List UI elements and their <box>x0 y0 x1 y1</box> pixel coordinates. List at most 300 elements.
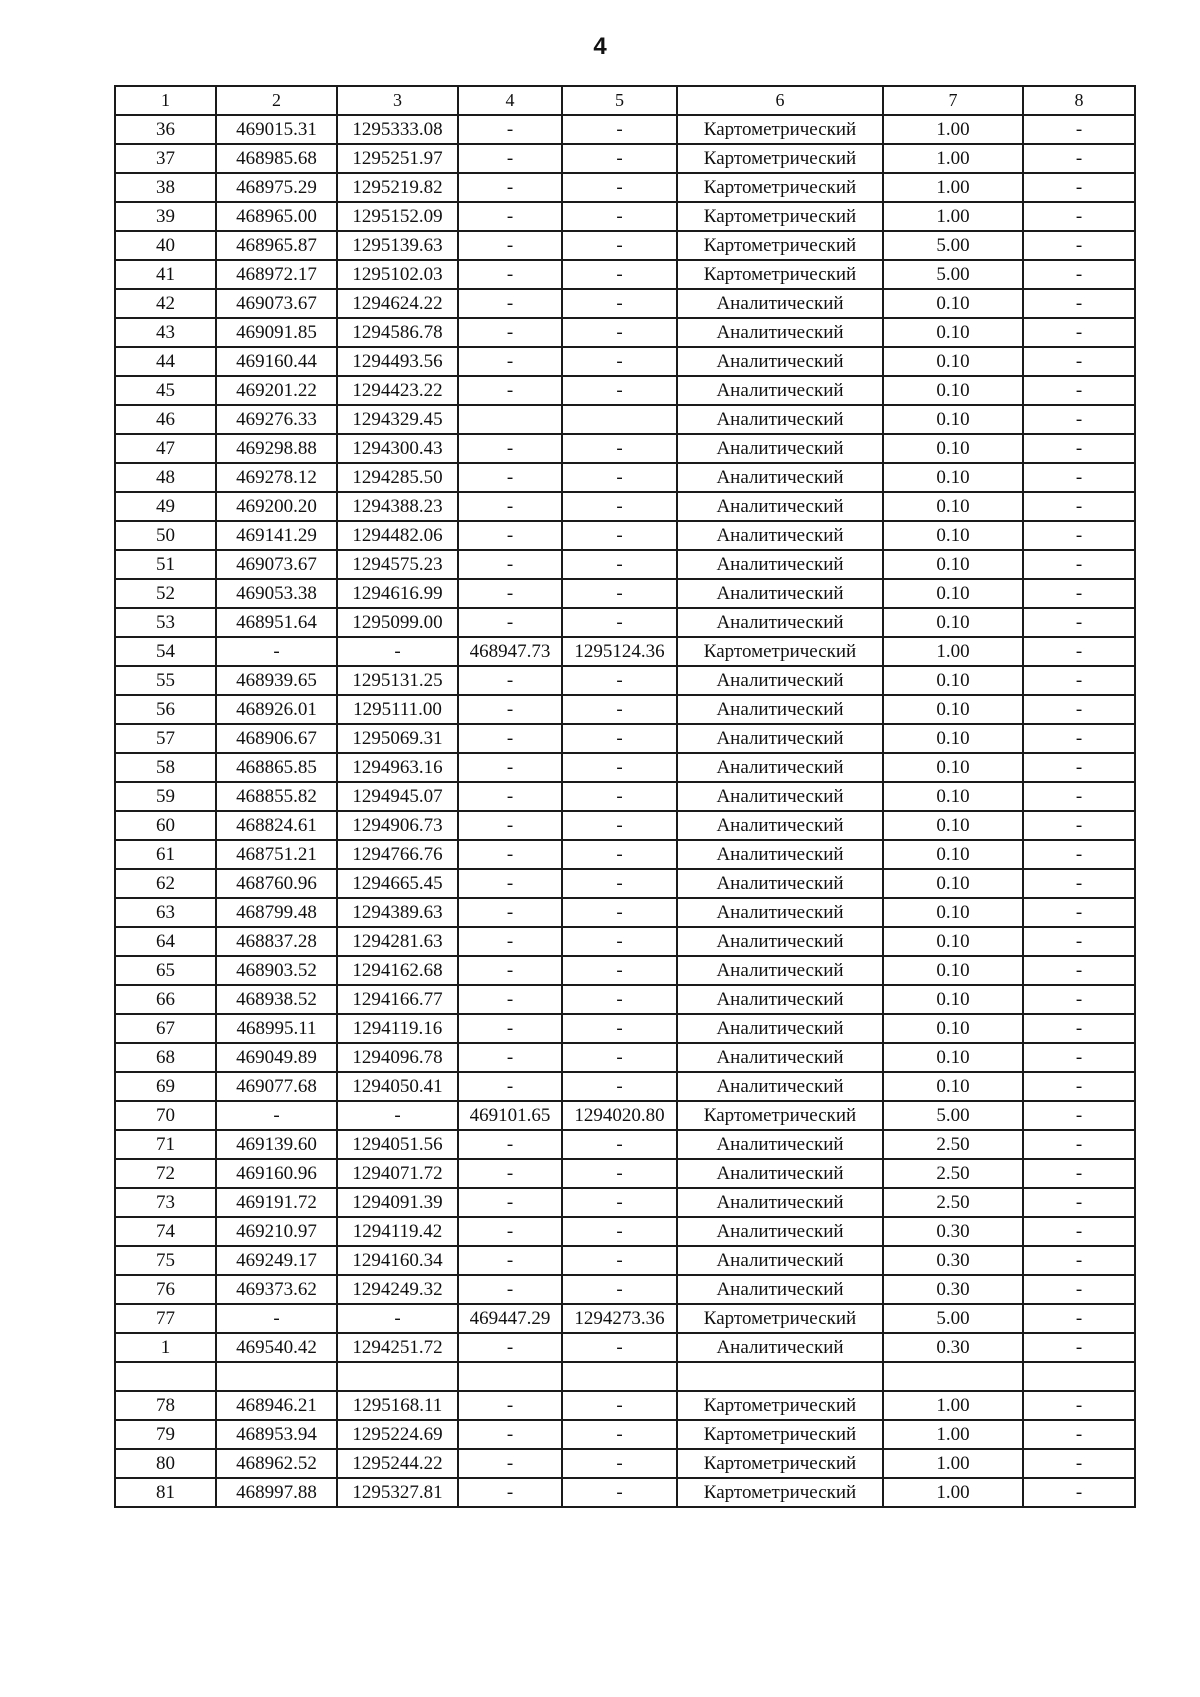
table-cell: 80 <box>115 1449 216 1478</box>
table-cell: - <box>458 1478 562 1507</box>
table-cell: 5.00 <box>883 1304 1023 1333</box>
table-cell: 76 <box>115 1275 216 1304</box>
table-cell: 0.10 <box>883 289 1023 318</box>
table-cell: 469077.68 <box>216 1072 337 1101</box>
table-cell: - <box>458 115 562 144</box>
table-cell: - <box>458 492 562 521</box>
table-cell: 1295099.00 <box>337 608 458 637</box>
table-cell: Картометрический <box>677 1420 883 1449</box>
table-cell: 2.50 <box>883 1159 1023 1188</box>
table-cell: - <box>1023 202 1135 231</box>
table-cell: 1295224.69 <box>337 1420 458 1449</box>
table-row <box>115 1333 1135 1362</box>
table-cell: 46 <box>115 405 216 434</box>
table-cell: 469210.97 <box>216 1217 337 1246</box>
table-cell: 0.10 <box>883 318 1023 347</box>
table-cell: - <box>458 811 562 840</box>
table-cell: Картометрический <box>677 1101 883 1130</box>
table-cell: 55 <box>115 666 216 695</box>
table-cell: Аналитический <box>677 956 883 985</box>
table-cell: 1295168.11 <box>337 1391 458 1420</box>
table-cell: - <box>1023 1478 1135 1507</box>
table-cell: - <box>458 1188 562 1217</box>
table-cell: 469191.72 <box>216 1188 337 1217</box>
table-cell: - <box>337 1304 458 1333</box>
table-cell: 0.10 <box>883 840 1023 869</box>
table-cell: Аналитический <box>677 1014 883 1043</box>
table-row <box>115 521 1135 550</box>
table-cell: 78 <box>115 1391 216 1420</box>
table-cell: 1.00 <box>883 173 1023 202</box>
table-cell: 1.00 <box>883 1449 1023 1478</box>
table-cell: 5.00 <box>883 231 1023 260</box>
table-cell: - <box>1023 1159 1135 1188</box>
table-cell: Аналитический <box>677 550 883 579</box>
table-cell: - <box>1023 985 1135 1014</box>
table-cell: 469201.22 <box>216 376 337 405</box>
table-cell: - <box>562 579 677 608</box>
table-cell: 81 <box>115 1478 216 1507</box>
table-cell: 1.00 <box>883 202 1023 231</box>
table-cell: - <box>458 1420 562 1449</box>
table-cell: 65 <box>115 956 216 985</box>
table-cell: - <box>1023 463 1135 492</box>
column-header: 5 <box>562 86 677 115</box>
table-cell: 1294389.63 <box>337 898 458 927</box>
table-cell: Аналитический <box>677 521 883 550</box>
table-cell: Аналитический <box>677 1275 883 1304</box>
table-cell: - <box>1023 289 1135 318</box>
column-header: 4 <box>458 86 562 115</box>
table-cell: 469091.85 <box>216 318 337 347</box>
table-cell: - <box>562 318 677 347</box>
table-cell: - <box>1023 1275 1135 1304</box>
table-row <box>115 666 1135 695</box>
table-cell: 469139.60 <box>216 1130 337 1159</box>
table-cell: 0.10 <box>883 782 1023 811</box>
table-cell: 50 <box>115 521 216 550</box>
table-cell: 36 <box>115 115 216 144</box>
table-cell: 0.10 <box>883 956 1023 985</box>
table-cell: 0.10 <box>883 811 1023 840</box>
table-cell: 468906.67 <box>216 724 337 753</box>
table-cell: 468946.21 <box>216 1391 337 1420</box>
table-cell: - <box>562 144 677 173</box>
table-cell: Картометрический <box>677 115 883 144</box>
table-cell: - <box>458 521 562 550</box>
table-cell: - <box>1023 579 1135 608</box>
table-cell: 468903.52 <box>216 956 337 985</box>
table-row <box>115 463 1135 492</box>
table-cell: - <box>458 1246 562 1275</box>
table-cell: 1295131.25 <box>337 666 458 695</box>
table-cell: - <box>1023 1188 1135 1217</box>
table-cell: - <box>1023 144 1135 173</box>
table-cell: - <box>562 1449 677 1478</box>
table-cell: Картометрический <box>677 260 883 289</box>
table-cell: - <box>458 579 562 608</box>
table-cell: 468837.28 <box>216 927 337 956</box>
table-cell: - <box>458 1130 562 1159</box>
table-cell: - <box>1023 666 1135 695</box>
column-header: 8 <box>1023 86 1135 115</box>
table-cell: 0.10 <box>883 376 1023 405</box>
table-row <box>115 492 1135 521</box>
table-cell: - <box>1023 521 1135 550</box>
table-cell: - <box>562 1246 677 1275</box>
table-cell: - <box>562 608 677 637</box>
table-cell: 469053.38 <box>216 579 337 608</box>
table-row <box>115 898 1135 927</box>
table-cell: - <box>1023 231 1135 260</box>
table-cell: - <box>458 231 562 260</box>
table-cell: 1294423.22 <box>337 376 458 405</box>
table-row <box>115 260 1135 289</box>
table-row <box>115 811 1135 840</box>
table-cell: 469298.88 <box>216 434 337 463</box>
table-cell: - <box>1023 1014 1135 1043</box>
table-cell: Аналитический <box>677 1333 883 1362</box>
table-cell: 1294665.45 <box>337 869 458 898</box>
table-row <box>115 840 1135 869</box>
coordinates-table <box>114 85 1136 1508</box>
table-cell: - <box>458 1391 562 1420</box>
table-cell: - <box>1023 782 1135 811</box>
table-cell: - <box>458 956 562 985</box>
table-cell: 0.10 <box>883 434 1023 463</box>
table-row <box>115 405 1135 434</box>
table-row <box>115 376 1135 405</box>
table-cell: - <box>562 289 677 318</box>
table-cell: 62 <box>115 869 216 898</box>
table-cell <box>1023 1362 1135 1391</box>
table-cell: - <box>458 695 562 724</box>
table-cell: 1295111.00 <box>337 695 458 724</box>
table-cell: - <box>562 666 677 695</box>
table-cell <box>216 1362 337 1391</box>
table-cell: 468938.52 <box>216 985 337 1014</box>
table-cell: 54 <box>115 637 216 666</box>
table-cell: 0.10 <box>883 666 1023 695</box>
table-cell: - <box>562 1478 677 1507</box>
table-cell: Аналитический <box>677 289 883 318</box>
table-cell: - <box>458 1043 562 1072</box>
table-cell: 469160.96 <box>216 1159 337 1188</box>
table-cell: 63 <box>115 898 216 927</box>
table-cell: 0.10 <box>883 985 1023 1014</box>
table-cell: 468965.87 <box>216 231 337 260</box>
table-cell: Аналитический <box>677 1130 883 1159</box>
table-cell: 468751.21 <box>216 840 337 869</box>
table-cell: - <box>562 1217 677 1246</box>
table-cell: - <box>1023 695 1135 724</box>
table-cell: 468926.01 <box>216 695 337 724</box>
table-cell: Картометрический <box>677 1304 883 1333</box>
table-cell: - <box>562 1072 677 1101</box>
table-cell: 49 <box>115 492 216 521</box>
column-header: 1 <box>115 86 216 115</box>
table-cell: - <box>562 898 677 927</box>
table-cell: Аналитический <box>677 1043 883 1072</box>
table-row <box>115 1304 1135 1333</box>
table-cell: 40 <box>115 231 216 260</box>
table-cell: Аналитический <box>677 898 883 927</box>
table-cell: - <box>562 1420 677 1449</box>
table-cell: - <box>1023 1217 1135 1246</box>
table-cell: 0.30 <box>883 1333 1023 1362</box>
table-cell: 1294945.07 <box>337 782 458 811</box>
table-cell: - <box>1023 1304 1135 1333</box>
table-row <box>115 1188 1135 1217</box>
table-cell: 1.00 <box>883 1478 1023 1507</box>
table-row <box>115 985 1135 1014</box>
table-cell: 60 <box>115 811 216 840</box>
table-row <box>115 1217 1135 1246</box>
table-cell: Аналитический <box>677 492 883 521</box>
table-cell: 0.10 <box>883 463 1023 492</box>
table-cell: 468951.64 <box>216 608 337 637</box>
table-cell: - <box>1023 550 1135 579</box>
table-cell: 1294020.80 <box>562 1101 677 1130</box>
table-cell: 1294251.72 <box>337 1333 458 1362</box>
table-cell: - <box>1023 434 1135 463</box>
table-cell: - <box>1023 753 1135 782</box>
table-cell: 72 <box>115 1159 216 1188</box>
table-cell: 0.10 <box>883 550 1023 579</box>
table-cell: Картометрический <box>677 173 883 202</box>
table-cell: 468965.00 <box>216 202 337 231</box>
table-cell: Аналитический <box>677 753 883 782</box>
table-cell: 73 <box>115 1188 216 1217</box>
table-cell: - <box>1023 724 1135 753</box>
table-cell: 1295069.31 <box>337 724 458 753</box>
table-cell: - <box>562 492 677 521</box>
table-cell: Картометрический <box>677 1391 883 1420</box>
table-cell: 469015.31 <box>216 115 337 144</box>
table-cell: 68 <box>115 1043 216 1072</box>
table-row <box>115 434 1135 463</box>
table-cell: Аналитический <box>677 1217 883 1246</box>
table-cell: - <box>458 869 562 898</box>
table-cell: - <box>1023 1449 1135 1478</box>
table-cell: 0.10 <box>883 579 1023 608</box>
table-cell: - <box>1023 898 1135 927</box>
table-cell: - <box>458 347 562 376</box>
table-cell: 469101.65 <box>458 1101 562 1130</box>
table-cell: 469447.29 <box>458 1304 562 1333</box>
table-cell: 0.10 <box>883 1043 1023 1072</box>
table-row <box>115 1449 1135 1478</box>
table-cell: - <box>1023 1246 1135 1275</box>
table-cell: 69 <box>115 1072 216 1101</box>
table-cell: 468997.88 <box>216 1478 337 1507</box>
table-cell: - <box>1023 811 1135 840</box>
table-cell: 64 <box>115 927 216 956</box>
table-cell: - <box>562 260 677 289</box>
table-cell: 1295333.08 <box>337 115 458 144</box>
table-cell: Аналитический <box>677 1159 883 1188</box>
table-cell: 468855.82 <box>216 782 337 811</box>
table-cell: 469049.89 <box>216 1043 337 1072</box>
table-cell: - <box>1023 1130 1135 1159</box>
table-cell: 47 <box>115 434 216 463</box>
table-cell: 1295152.09 <box>337 202 458 231</box>
table-cell: 0.10 <box>883 927 1023 956</box>
table-cell: - <box>458 782 562 811</box>
table-cell: - <box>562 1043 677 1072</box>
table-cell: 1294091.39 <box>337 1188 458 1217</box>
table-cell: 1294482.06 <box>337 521 458 550</box>
table-cell: - <box>562 695 677 724</box>
table-cell: Картометрический <box>677 202 883 231</box>
table-cell: - <box>562 840 677 869</box>
table-cell: 37 <box>115 144 216 173</box>
table-cell: 1294050.41 <box>337 1072 458 1101</box>
table-header-row <box>115 86 1135 115</box>
table-row <box>115 1246 1135 1275</box>
table-cell: - <box>562 434 677 463</box>
table-cell: 5.00 <box>883 1101 1023 1130</box>
table-cell: - <box>458 318 562 347</box>
table-cell: - <box>562 811 677 840</box>
table-cell: - <box>562 782 677 811</box>
table-cell: - <box>562 985 677 1014</box>
table-cell: - <box>1023 956 1135 985</box>
table-cell: - <box>562 550 677 579</box>
table-cell: 1294766.76 <box>337 840 458 869</box>
table-cell: 2.50 <box>883 1188 1023 1217</box>
table-cell <box>562 405 677 434</box>
table-cell: 70 <box>115 1101 216 1130</box>
table-row <box>115 956 1135 985</box>
table-cell: 468939.65 <box>216 666 337 695</box>
table-row <box>115 231 1135 260</box>
table-cell: - <box>1023 173 1135 202</box>
table-cell: - <box>458 550 562 579</box>
table-cell: 1294285.50 <box>337 463 458 492</box>
table-cell: 1295327.81 <box>337 1478 458 1507</box>
table-cell: - <box>562 115 677 144</box>
table-row <box>115 202 1135 231</box>
page-number: 4 <box>593 33 607 60</box>
table-cell: 468760.96 <box>216 869 337 898</box>
table-row <box>115 579 1135 608</box>
table-cell: - <box>562 173 677 202</box>
table-cell: 38 <box>115 173 216 202</box>
table-row <box>115 1130 1135 1159</box>
table-cell: 1294119.42 <box>337 1217 458 1246</box>
table-cell: Аналитический <box>677 1188 883 1217</box>
table-cell: 71 <box>115 1130 216 1159</box>
table-row <box>115 1362 1135 1391</box>
table-cell: 468865.85 <box>216 753 337 782</box>
table-cell: - <box>216 637 337 666</box>
table-row <box>115 1478 1135 1507</box>
table-cell: Аналитический <box>677 318 883 347</box>
table-cell: Аналитический <box>677 869 883 898</box>
table-cell: - <box>1023 637 1135 666</box>
table-cell: Аналитический <box>677 985 883 1014</box>
table-cell: - <box>458 1014 562 1043</box>
table-row <box>115 1014 1135 1043</box>
table-row <box>115 695 1135 724</box>
table-cell: 469278.12 <box>216 463 337 492</box>
table-cell: 1294281.63 <box>337 927 458 956</box>
table-cell: 469073.67 <box>216 550 337 579</box>
table-cell: - <box>1023 1043 1135 1072</box>
table-cell: 469200.20 <box>216 492 337 521</box>
table-cell: 1294616.99 <box>337 579 458 608</box>
table-row <box>115 318 1135 347</box>
table-cell: 0.30 <box>883 1217 1023 1246</box>
table-cell: 1294493.56 <box>337 347 458 376</box>
table-cell: Аналитический <box>677 405 883 434</box>
table-cell: 1294249.32 <box>337 1275 458 1304</box>
table-cell: 66 <box>115 985 216 1014</box>
table-cell: - <box>1023 1101 1135 1130</box>
table-cell: - <box>1023 1391 1135 1420</box>
table-cell: 1.00 <box>883 637 1023 666</box>
column-header: 6 <box>677 86 883 115</box>
table-cell: 75 <box>115 1246 216 1275</box>
table-cell: 52 <box>115 579 216 608</box>
table-cell: 1.00 <box>883 115 1023 144</box>
table-cell: 1295139.63 <box>337 231 458 260</box>
table-cell: 468799.48 <box>216 898 337 927</box>
table-cell: - <box>1023 608 1135 637</box>
table-cell: 0.10 <box>883 492 1023 521</box>
table-cell: 58 <box>115 753 216 782</box>
table-cell: - <box>458 898 562 927</box>
table-cell: - <box>458 202 562 231</box>
table-cell: - <box>562 1188 677 1217</box>
table-cell: 469249.17 <box>216 1246 337 1275</box>
table-cell: 0.30 <box>883 1275 1023 1304</box>
table-cell: 0.30 <box>883 1246 1023 1275</box>
table-cell: - <box>562 376 677 405</box>
table-cell: 0.10 <box>883 1072 1023 1101</box>
table-cell <box>677 1362 883 1391</box>
table-cell: 45 <box>115 376 216 405</box>
table-cell: 57 <box>115 724 216 753</box>
table-cell: - <box>562 1159 677 1188</box>
table-row <box>115 289 1135 318</box>
table-cell: - <box>458 144 562 173</box>
table-cell: 469160.44 <box>216 347 337 376</box>
table-cell: - <box>458 1449 562 1478</box>
table-row <box>115 608 1135 637</box>
table-cell: 468972.17 <box>216 260 337 289</box>
table-cell: 2.50 <box>883 1130 1023 1159</box>
table-cell: Картометрический <box>677 231 883 260</box>
table-row <box>115 869 1135 898</box>
table-cell: 469540.42 <box>216 1333 337 1362</box>
table-cell: 0.10 <box>883 898 1023 927</box>
table-row <box>115 724 1135 753</box>
table-cell: 1294119.16 <box>337 1014 458 1043</box>
table-cell: - <box>216 1101 337 1130</box>
table-cell: - <box>562 202 677 231</box>
table-cell: 0.10 <box>883 1014 1023 1043</box>
table-cell: - <box>458 985 562 1014</box>
table-cell: - <box>458 434 562 463</box>
table-cell: 79 <box>115 1420 216 1449</box>
table-cell: 468947.73 <box>458 637 562 666</box>
table-cell: 0.10 <box>883 608 1023 637</box>
table-row <box>115 1159 1135 1188</box>
table-cell: - <box>562 724 677 753</box>
table-row <box>115 550 1135 579</box>
